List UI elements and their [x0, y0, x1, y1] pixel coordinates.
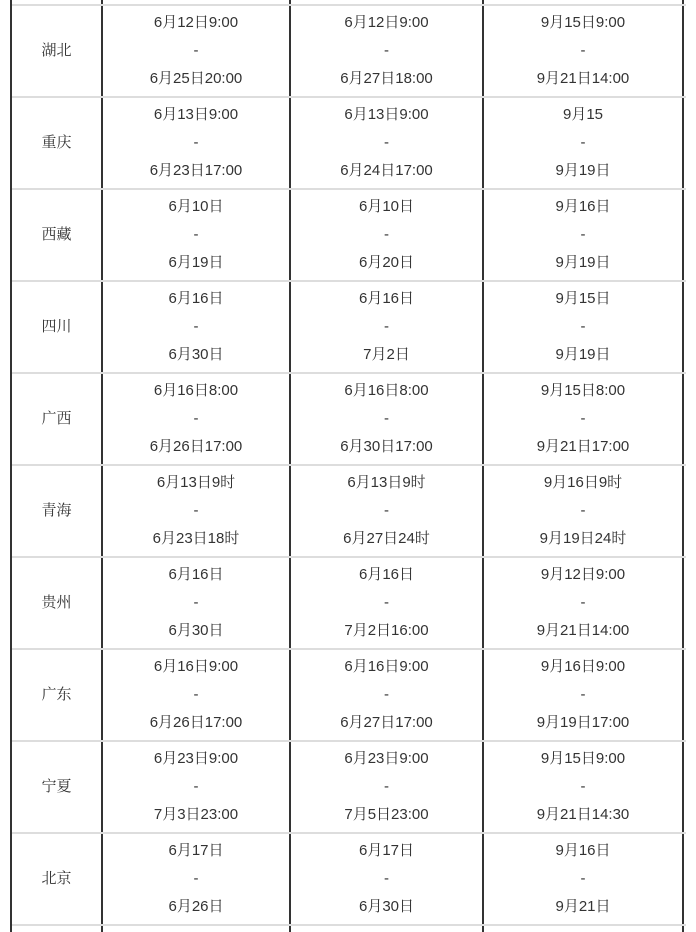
period-separator: - [193, 870, 199, 887]
period-cell-1 [103, 558, 291, 648]
period-end: 9月19日 [555, 346, 611, 363]
period-cell-2 [291, 558, 484, 648]
period-end: 6月30日17:00 [340, 438, 433, 455]
partial-cell [291, 926, 484, 932]
period-end: 6月23日17:00 [149, 162, 243, 179]
period-separator: - [193, 318, 199, 335]
province-cell [12, 742, 103, 832]
partial-cell [103, 0, 291, 4]
period-start: 6月12日9:00 [344, 14, 429, 31]
partial-cell [291, 0, 484, 4]
period-end: 7月2日 [363, 346, 410, 363]
period-cell-3 [484, 466, 684, 556]
partial-cell [12, 0, 103, 4]
table-row-partial-bottom [12, 924, 686, 932]
period-cell-3 [484, 6, 684, 96]
period-start: 6月10日 [358, 198, 415, 215]
table-row-beijing [12, 832, 686, 924]
province-label: 广西 [41, 410, 72, 427]
table-row-guangxi [12, 372, 686, 464]
period-separator: - [193, 594, 199, 611]
period-end: 6月26日17:00 [149, 438, 243, 455]
province-cell [12, 6, 103, 96]
province-label: 广东 [41, 686, 72, 703]
province-label: 宁夏 [41, 778, 72, 795]
period-end: 9月19日 [555, 254, 611, 271]
period-start: 6月16日9:00 [344, 658, 429, 675]
period-cell-3 [484, 190, 684, 280]
period-end: 6月27日18:00 [340, 70, 433, 87]
period-start: 6月23日9:00 [153, 750, 239, 767]
table-row-qinghai [12, 464, 686, 556]
period-end: 9月19日17:00 [536, 714, 630, 731]
period-separator: - [193, 410, 199, 427]
period-separator: - [580, 410, 586, 427]
period-separator: - [193, 778, 199, 795]
period-end: 6月23日18时 [152, 530, 240, 547]
period-separator: - [384, 594, 389, 611]
province-cell [12, 374, 103, 464]
period-end: 6月27日17:00 [340, 714, 433, 731]
period-start: 6月12日9:00 [153, 14, 239, 31]
period-cell-1 [103, 742, 291, 832]
period-separator: - [384, 686, 389, 703]
period-separator: - [384, 42, 389, 59]
period-cell-2 [291, 650, 484, 740]
period-start: 6月13日9时 [347, 474, 426, 491]
table-row-hubei [12, 4, 686, 96]
province-label: 湖北 [41, 42, 72, 59]
table-row-ningxia [12, 740, 686, 832]
period-separator: - [580, 870, 586, 887]
period-separator: - [580, 134, 586, 151]
period-end: 9月21日14:00 [536, 622, 630, 639]
province-label: 贵州 [41, 594, 72, 611]
period-start: 6月10日 [168, 198, 224, 215]
period-end: 9月21日 [555, 898, 611, 915]
province-cell [12, 834, 103, 924]
table-row-chongqing [12, 96, 686, 188]
period-end: 6月30日 [168, 622, 224, 639]
period-start: 9月15日9:00 [540, 14, 626, 31]
province-cell [12, 650, 103, 740]
period-separator: - [580, 226, 586, 243]
period-separator: - [384, 410, 389, 427]
table-row-sichuan [12, 280, 686, 372]
period-separator: - [193, 226, 199, 243]
partial-cell [103, 926, 291, 932]
province-cell [12, 558, 103, 648]
period-end: 7月2日16:00 [344, 622, 429, 639]
period-start: 9月15日8:00 [540, 382, 626, 399]
period-separator: - [193, 134, 199, 151]
schedule-table [10, 0, 686, 932]
period-separator: - [193, 42, 199, 59]
period-end: 7月3日23:00 [153, 806, 239, 823]
province-cell [12, 98, 103, 188]
period-end: 6月19日 [168, 254, 224, 271]
period-separator: - [580, 42, 586, 59]
period-cell-1 [103, 282, 291, 372]
period-separator: - [384, 778, 389, 795]
period-start: 6月13日9时 [156, 474, 236, 491]
period-separator: - [580, 686, 586, 703]
period-end: 9月21日17:00 [536, 438, 630, 455]
period-separator: - [193, 502, 199, 519]
period-cell-2 [291, 190, 484, 280]
period-end: 6月20日 [358, 254, 415, 271]
period-end: 9月19日24时 [539, 530, 627, 547]
period-start: 6月17日 [358, 842, 415, 859]
period-cell-1 [103, 834, 291, 924]
province-cell [12, 282, 103, 372]
period-start: 6月16日 [168, 566, 224, 583]
period-cell-3 [484, 834, 684, 924]
period-cell-2 [291, 6, 484, 96]
period-cell-3 [484, 374, 684, 464]
period-end: 9月21日14:00 [536, 70, 630, 87]
period-separator: - [384, 870, 389, 887]
period-start: 9月16日 [555, 842, 611, 859]
period-end: 6月25日20:00 [149, 70, 243, 87]
province-label: 西藏 [41, 226, 72, 243]
partial-cell [484, 926, 684, 932]
table-row-guangdong [12, 648, 686, 740]
period-start: 6月16日 [358, 566, 415, 583]
period-start: 9月16日 [555, 198, 611, 215]
period-cell-3 [484, 650, 684, 740]
period-start: 9月15日9:00 [540, 750, 626, 767]
period-cell-2 [291, 98, 484, 188]
period-start: 9月15 [562, 106, 604, 123]
period-start: 6月16日8:00 [344, 382, 429, 399]
period-end: 6月30日 [358, 898, 415, 915]
period-cell-2 [291, 834, 484, 924]
period-end: 6月24日17:00 [340, 162, 433, 179]
partial-cell [12, 926, 103, 932]
period-separator: - [384, 134, 389, 151]
period-cell-3 [484, 558, 684, 648]
period-separator: - [384, 318, 389, 335]
period-end: 6月26日 [168, 898, 224, 915]
period-cell-3 [484, 98, 684, 188]
period-cell-2 [291, 282, 484, 372]
period-cell-2 [291, 466, 484, 556]
period-cell-1 [103, 98, 291, 188]
table-row-xizang [12, 188, 686, 280]
province-cell [12, 190, 103, 280]
period-start: 9月15日 [555, 290, 611, 307]
partial-cell [484, 0, 684, 4]
period-cell-1 [103, 374, 291, 464]
province-label: 重庆 [41, 134, 72, 151]
period-start: 6月23日9:00 [344, 750, 429, 767]
period-end: 6月26日17:00 [149, 714, 243, 731]
period-end: 9月21日14:30 [536, 806, 630, 823]
period-start: 6月13日9:00 [153, 106, 239, 123]
period-cell-2 [291, 374, 484, 464]
province-cell [12, 466, 103, 556]
period-separator: - [580, 502, 586, 519]
period-start: 6月16日9:00 [153, 658, 239, 675]
period-start: 9月16日9时 [543, 474, 623, 491]
period-start: 9月16日9:00 [540, 658, 626, 675]
period-start: 6月16日 [358, 290, 415, 307]
period-start: 6月16日8:00 [153, 382, 239, 399]
period-cell-1 [103, 6, 291, 96]
period-end: 6月27日24时 [343, 530, 430, 547]
period-separator: - [580, 778, 586, 795]
period-separator: - [580, 318, 586, 335]
period-start: 6月16日 [168, 290, 224, 307]
period-start: 6月17日 [168, 842, 224, 859]
period-cell-1 [103, 466, 291, 556]
province-label: 四川 [41, 318, 72, 335]
period-cell-1 [103, 190, 291, 280]
period-cell-3 [484, 282, 684, 372]
period-start: 6月13日9:00 [344, 106, 429, 123]
period-separator: - [580, 594, 586, 611]
period-cell-1 [103, 650, 291, 740]
period-cell-2 [291, 742, 484, 832]
table-row-partial-top [12, 0, 686, 4]
period-end: 9月19日 [555, 162, 611, 179]
province-label: 北京 [41, 870, 72, 887]
period-start: 9月12日9:00 [540, 566, 626, 583]
period-end: 7月5日23:00 [344, 806, 429, 823]
period-end: 6月30日 [168, 346, 224, 363]
period-separator: - [193, 686, 199, 703]
table-row-guizhou [12, 556, 686, 648]
period-separator: - [384, 226, 389, 243]
period-cell-3 [484, 742, 684, 832]
period-separator: - [384, 502, 389, 519]
province-label: 青海 [41, 502, 72, 519]
